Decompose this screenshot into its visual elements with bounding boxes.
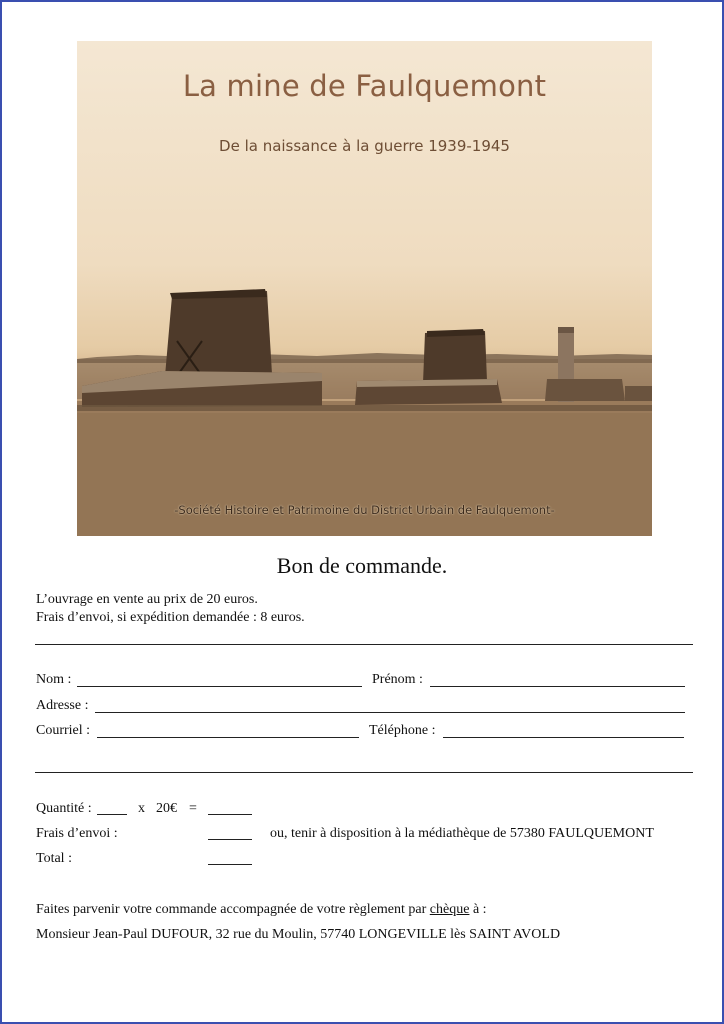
pickup-note: ou, tenir à disposition à la médiathèque de 57380 FAULQUEMONT (270, 826, 654, 841)
multiply-sign: x (138, 801, 145, 816)
cover-subtitle: De la naissance à la guerre 1939-1945 (219, 137, 510, 155)
quantite-total-field[interactable] (208, 814, 252, 815)
courriel-label: Courriel : (36, 723, 91, 738)
recipient-address: Monsieur Jean-Paul DUFOUR, 32 rue du Moulin, 57740 LONGEVILLE lès SAINT AVOLD (36, 927, 561, 942)
nom-field[interactable] (77, 686, 362, 687)
quantite-field[interactable] (97, 814, 127, 815)
adresse-field[interactable] (95, 712, 685, 713)
courriel-field[interactable] (97, 737, 359, 738)
cover-title: La mine de Faulquemont (182, 69, 547, 103)
prenom-field[interactable] (430, 686, 685, 687)
instructions-line (36, 902, 487, 918)
book-cover-photo (77, 41, 652, 536)
instructions-tail: à : (472, 902, 487, 917)
total-field[interactable] (208, 864, 252, 865)
cheque-text: chèque (429, 902, 470, 917)
mine-illustration (77, 41, 652, 536)
form-heading: Bon de commande. (276, 553, 448, 578)
frais-field[interactable] (208, 839, 252, 840)
frais-label: Frais d’envoi : (36, 826, 118, 841)
telephone-label: Téléphone : (369, 723, 436, 738)
quantite-label: Quantité : (36, 801, 92, 816)
total-label: Total : (36, 851, 72, 866)
nom-label: Nom : (36, 672, 72, 687)
divider-top (35, 644, 693, 645)
telephone-field[interactable] (443, 737, 684, 738)
cover-credit: -Société Histoire et Patrimoine du District Urbain de Faulquemont- (174, 503, 555, 517)
divider-bottom (35, 772, 693, 773)
shipping-line: Frais d’envoi, si expédition demandée : 8 euros. (36, 610, 305, 625)
unit-price: 20€ (156, 801, 177, 816)
adresse-label: Adresse : (36, 698, 89, 713)
equals-sign: = (189, 801, 197, 816)
prenom-label: Prénom : (372, 672, 423, 687)
instructions-text: Faites parvenir votre commande accompagnée de votre règlement par (36, 902, 427, 917)
price-line: L’ouvrage en vente au prix de 20 euros. (36, 592, 258, 607)
